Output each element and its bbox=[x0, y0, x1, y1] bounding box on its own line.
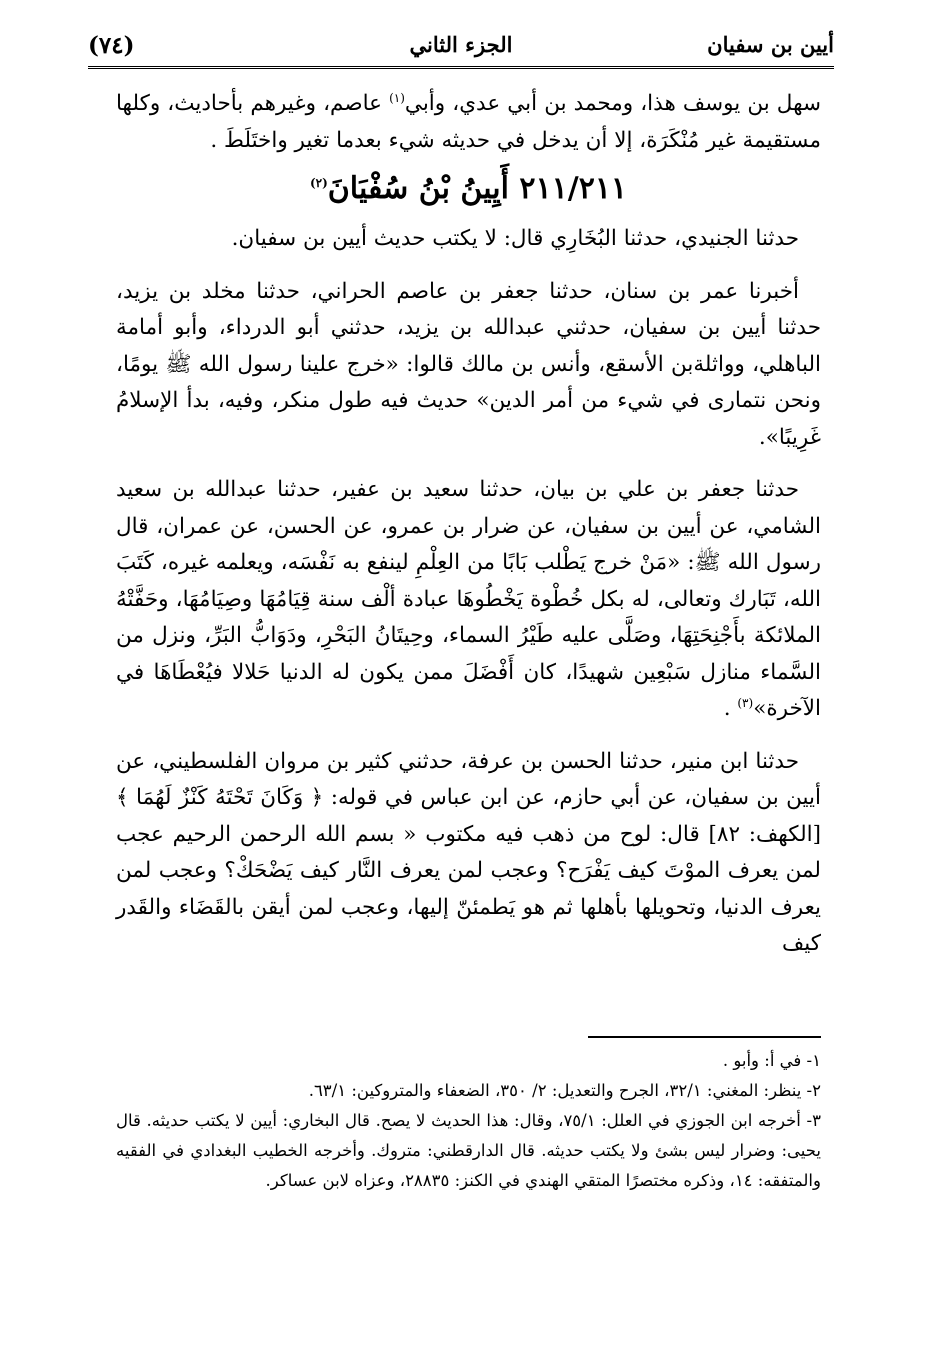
paragraph-2: أخبرنا عمر بن سنان، حدثنا جعفر بن عاصم الحراني، حدثنا مخلد بن يزيد، حدثنا أيين بن سفيان، حدثني عبدالله بن يزيد، حدثني أبو الدرداء، وأبو أمامة الباهلي، وواثلةبن الأسقع، وأنس بن مالك قالوا: «خرج علينا رسول الله ﷺ يومًا، ونحن نتمارى في شيء من أمر الدين» حديث فيه طول منكر، وفيه، بدأ الإسلامُ غَرِيبًا». bbox=[116, 278, 821, 450]
footnote-3: ٣- أخرجه ابن الجوزي في العلل: ٧٥/١، وقال: هذا الحديث لا يصح. قال البخاري: أيين لا يكتب حديثه. قال يحيى: وضرار ليس بشئ ولا يكتب حديثه. قال الدارقطني: متروك. وأخرجه الخطيب البغدادي في الفقيه والمتفقه: ١٤، وذكره مختصرًا المتقي الهندي في الكنز: ٢٨٨٣٥، وعزاه لابن عساكر. bbox=[116, 1111, 821, 1190]
page-number: (٧٤) bbox=[88, 32, 135, 59]
running-header bbox=[88, 28, 834, 68]
intro-text-end: عاصم، وغيرهم بأحاديث، وكلها مستقيمة غير مُنْكَرَة، إلا أن يدخل في حديثه شيء بعدما تغير واختَلَطَ . bbox=[116, 91, 821, 153]
footnote-2: ٢- ينظر: المغني: ٣٢/١، الجرح والتعديل: ٢/ ٣٥٠، الضعفاء والمتروكين: ٦٣/١. bbox=[308, 1081, 821, 1100]
footnote-rule bbox=[588, 1036, 821, 1038]
footnote-1: ١- في أ: وأبو . bbox=[722, 1051, 821, 1070]
paragraph-4: حدثنا ابن منير، حدثنا الحسن بن عرفة، حدثني كثير بن مروان الفلسطيني، عن أيين بن سفيان، عن أبي حازم، عن ابن عباس في قوله: ﴿ وَكَانَ تَحْتَهُ كَنْزٌ لَهُمَا ﴾ [الكهف: ٨٢] قال: لوح من ذهب فيه مكتوب « بسم الله الرحمن الرحيم عجب لمن يعرف الموْتَ كيف يَفْرَح؟ وعجب لمن يعرف النَّار كيف يَضْحَكْ؟ وعجب لمن يعرف الدنيا، وتحويلها بأهلها ثم هو يَطمئنّ إليها، وعجب لمن أيقن بالقَضَاء والقَدر كيف bbox=[116, 748, 822, 956]
intro-text-start: سهل بن يوسف هذا، ومحمد بن أبي عدي، وأبي bbox=[404, 91, 821, 116]
intro-paragraph bbox=[116, 86, 821, 159]
entry-heading-text: ٢١١/٢١١ أَيِينُ بْنُ سُفْيَانَ bbox=[327, 171, 628, 206]
header-rule bbox=[88, 66, 834, 69]
footnote-marker-1: (١) bbox=[389, 90, 405, 105]
main-text bbox=[116, 86, 821, 963]
running-title: أيين بن سفيان bbox=[707, 32, 834, 57]
footnote-marker-3: (٣) bbox=[737, 695, 754, 710]
entry-heading bbox=[116, 165, 821, 213]
paragraph-3 bbox=[116, 472, 821, 728]
paragraph-3-text: حدثنا جعفر بن علي بن بيان، حدثنا سعيد بن عفير، حدثنا عبدالله بن سعيد الشامي، عن أيين بن سفيان، عن ضرار بن عمرو، عن الحسن، عن عمران، قال رسول الله ﷺ: «مَنْ خرج يَطْلب بَابًا من العِلْمِ لينفع به نَفْسَه، ويعلمه غيره، كَتَبَ الله، تَبَارك وتعالى، له بكل خُطْوة يَخْطُوهَا عبادة ألْف سنة قِيَامُهَا وصِيَامُهَا، وحَفَّتْهُ الملائكة بأَجْنِحَتِهَا، وصَلَّى عليه طَيْرُ السماء، وحِيتَانُ البَحْرِ، ودَوَابُّ البَرِّ، ونزل من السَّماء منازل سَبْعِين شهيدًا، كان أَفْضَلَ ممن يكون له الدنيا حَلالا فيُعْطَاهَا في الآخرة» bbox=[116, 477, 821, 721]
paragraph-1: حدثنا الجنيدي، حدثنا البُخَارِي قال: لا يكتب حديث أيين بن سفيان. bbox=[231, 226, 799, 251]
footnotes bbox=[116, 1046, 821, 1196]
part-label: الجزء الثاني bbox=[409, 32, 513, 57]
paragraph-3-end: . bbox=[723, 696, 738, 721]
footnote-marker-2: (٢) bbox=[309, 176, 328, 190]
